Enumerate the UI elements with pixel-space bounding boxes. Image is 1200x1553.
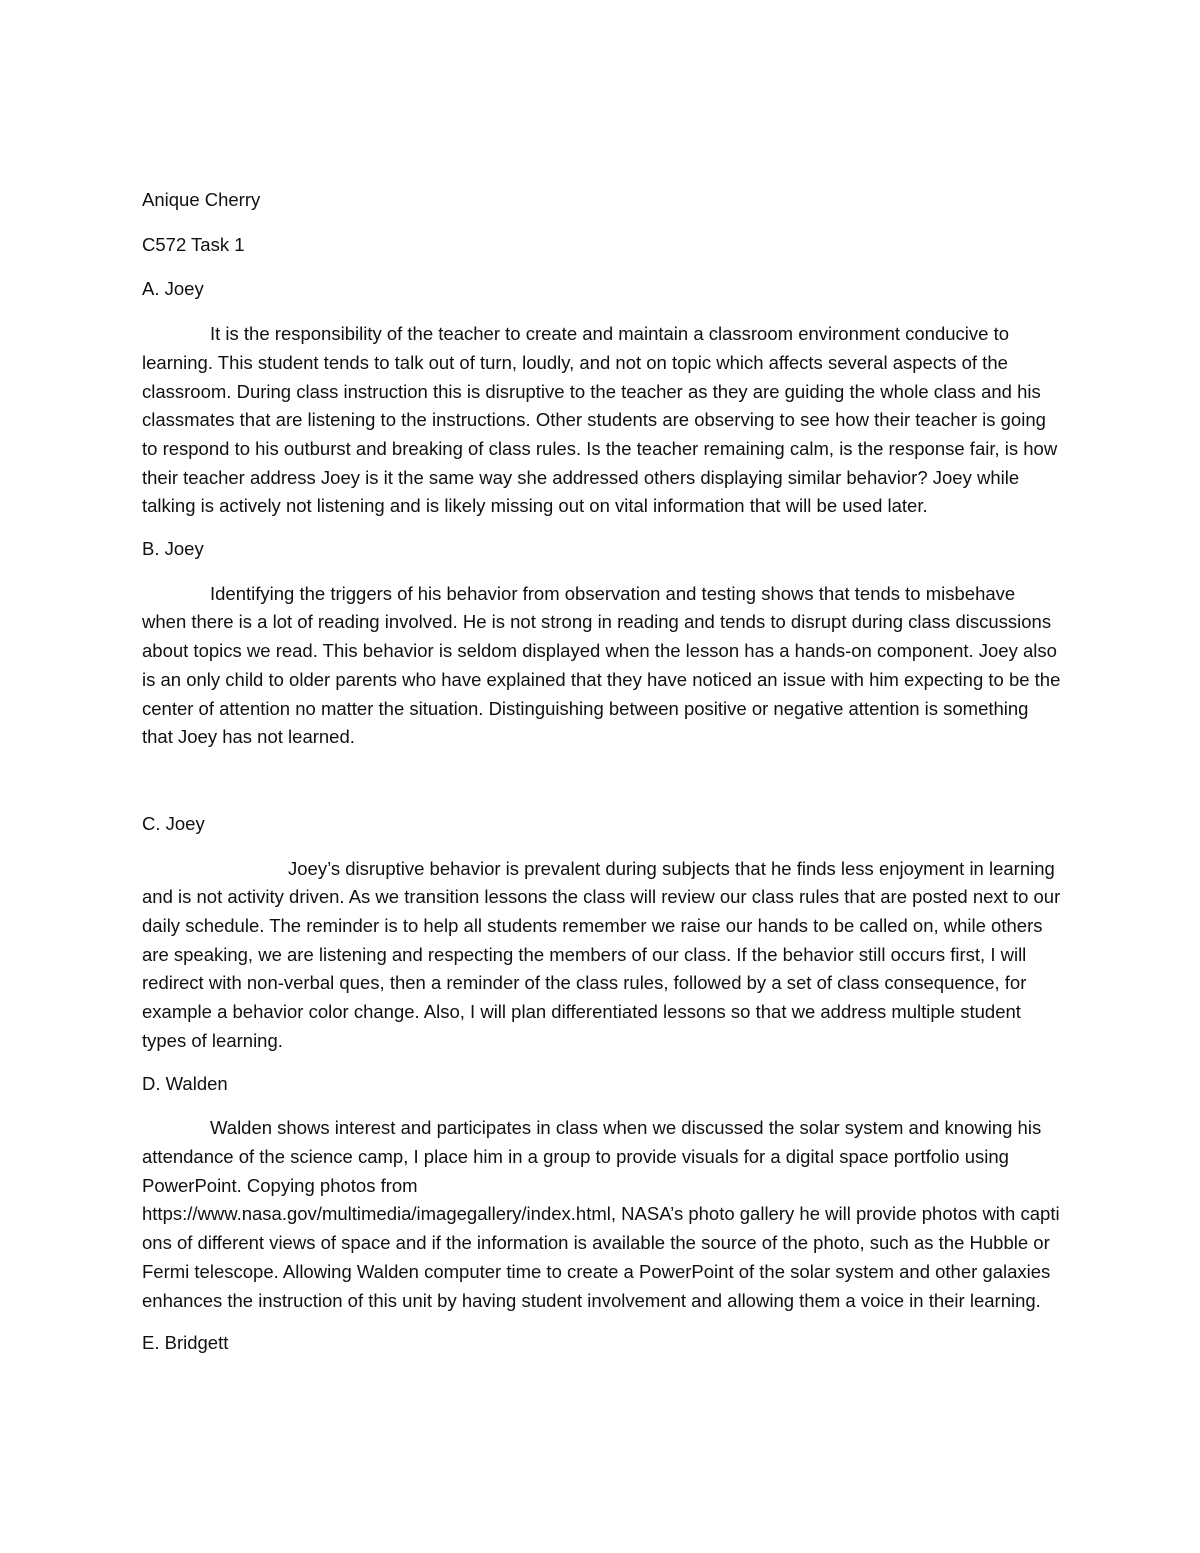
document-content: [142, 186, 1062, 1374]
section-heading-a: A. Joey: [142, 278, 204, 300]
section-heading-b: B. Joey: [142, 538, 204, 560]
author-name: Anique Cherry: [142, 189, 261, 210]
section-body-d-part1: Walden shows interest and participates in class when we discussed the solar system and knowing his attendance of the science camp, I place him in a group to provide visuals for a digital space portfolio using PowerPoint. Copying photos from: [142, 1117, 1042, 1196]
section-body-d-part2: https://www.nasa.gov/multimedia/imagegallery/index.html, NASA’s photo gallery he will provide photos with captions of different views of space and if the information is available the source of the photo, such as the Hubble or Fermi telescope. Allowing Walden computer time to create a PowerPoint of the solar system and other galaxies enhances the instruction of this unit by having student involvement and allowing them a voice in their learning.: [142, 1203, 1060, 1311]
section-heading-e: E. Bridgett: [142, 1332, 229, 1354]
blank-line-spacer: [142, 766, 1062, 810]
section-body-a: It is the responsibility of the teacher to create and maintain a classroom environment conducive to learning. This student tends to talk out of turn, loudly, and not on topic which affects several aspects of the classroom. During class instruction this is disruptive to the teacher as they are guiding the whole class and his classmates that are listening to the instructions. Other students are observing to see how their teacher is going to respond to his outburst and breaking of class rules. Is the teacher remaining calm, is the response fair, is how their teacher address Joey is it the same way she addressed others displaying similar behavior? Joey while talking is actively not listening and is likely missing out on vital information that will be used later.: [142, 323, 1058, 517]
section-heading-d: D. Walden: [142, 1072, 228, 1094]
section-body-b: Identifying the triggers of his behavior from observation and testing shows that tends to misbehave when there is a lot of reading involved. He is not strong in reading and tends to disrupt during class discussions about topics we read. This behavior is seldom displayed when the lesson has a hands-on component. Joey also is an only child to older parents who have explained that they have noticed an issue with him expecting to be the center of attention no matter the situation. Distinguishing between positive or negative attention is something that Joey has not learned.: [142, 582, 1061, 748]
section-body-c: Joey’s disruptive behavior is prevalent during subjects that he finds less enjoyment in learning and is not activity driven. As we transition lessons the class will review our class rules that are posted next to our daily schedule. The reminder is to help all students remember we raise our hands to be called on, while others are speaking, we are listening and respecting the members of our class. If the behavior still occurs first, I will redirect with non-verbal ques, then a reminder of the class rules, followed by a set of class consequence, for example a behavior color change. Also, I will plan differentiated lessons so that we address multiple student types of learning.: [142, 857, 1061, 1051]
course-title: C572 Task 1: [142, 233, 245, 255]
section-heading-c: C. Joey: [142, 812, 205, 834]
